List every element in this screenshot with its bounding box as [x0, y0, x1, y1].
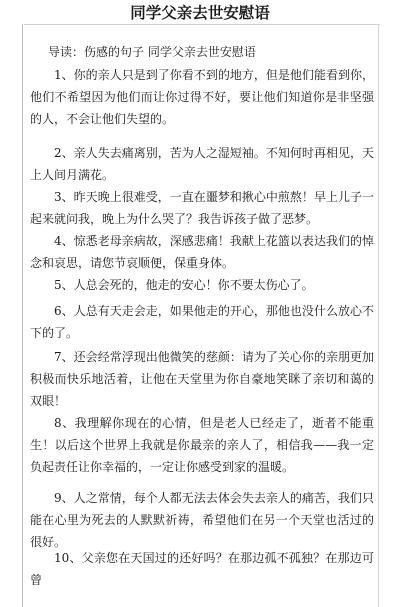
paragraph-10: 10、父亲您在天国过的还好吗？在那边孤不孤独？在那边可曾: [30, 551, 374, 587]
paragraph-6: 6、人总有天走会走，如果他走的开心，那他也没什么放心不下的了。: [30, 304, 374, 340]
paragraph-3: 3、昨天晚上很难受，一直在噩梦和揪心中煎熬！早上儿子一起来就问我，晚上为什么哭了？我告诉孩子做了恶梦。: [30, 190, 374, 226]
intro-line: 导读：伤感的句子 同学父亲去世安慰语: [48, 45, 256, 59]
paragraph-9: 9、人之常情，每个人都无法去体会失去亲人的痛苦，我们只能在心里为死去的人默默祈祷，希望他们在另一个天堂也活过的很好。: [30, 491, 374, 549]
document-title: 同学父亲去世安慰语: [130, 4, 270, 22]
paragraph-1: 1、你的亲人只是到了你看不到的地方，但是他们能看到你，他们不希望因为他们而让你过得不好，要让他们知道你是非坚强的人，不会让他们失望的。: [30, 68, 374, 126]
paragraph-5: 5、人总会死的，他走的安心！你不要太伤心了。: [54, 278, 314, 292]
paragraph-7: 7、还会经常浮现出他微笑的慈颜：请为了关心你的亲朋更加积极而快乐地活着，让他在天堂里为你自豪地笑眯了亲切和蔼的双眼！: [30, 350, 374, 408]
paragraph-4: 4、惊悉老母亲病故，深感悲痛！我献上花篮以表达我们的悼念和哀思，请您节哀顺便，保重身体。: [30, 234, 374, 270]
paragraph-8: 8、我理解你现在的心情，但是老人已经走了，逝者不能重生！以后这个世界上我就是你最亲的亲人了，相信我——我一定负起责任让你幸福的，一定让你感受到家的温暖。: [30, 416, 374, 474]
left-margin-line: [22, 24, 23, 607]
paragraph-2: 2、亲人失去痛离别，苦为人之湿短袖。不知何时再相见，天上人间月满花。: [30, 146, 374, 182]
title-divider: [24, 24, 380, 25]
right-margin-line: [378, 24, 379, 607]
